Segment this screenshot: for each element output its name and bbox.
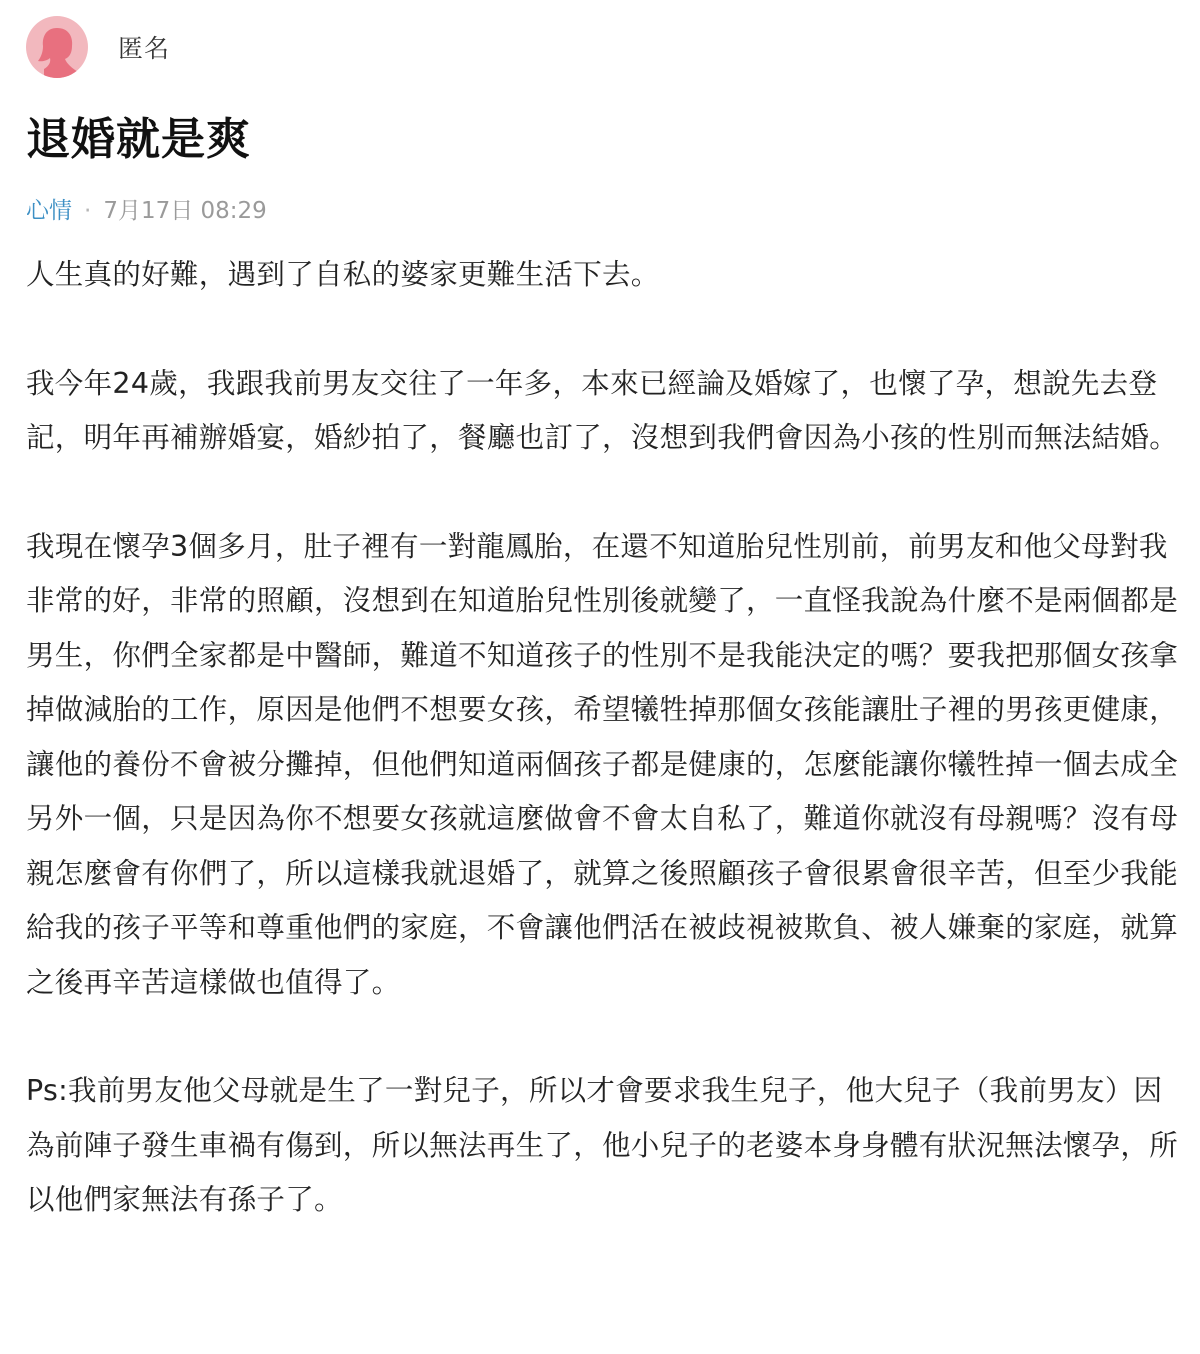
post-paragraph: 我現在懷孕3個多月，肚子裡有一對龍鳳胎，在還不知道胎兒性別前，前男友和他父母對我非常的好，非常的照顧，沒想到在知道胎兒性別後就變了，一直怪我說為什麼不是兩個都是男生，你們全家都是中醫師，難道不知道孩子的性別不是我能決定的嗎？要我把那個女孩拿掉做減胎的工作，原因是他們不想要女孩，希望犧牲掉那個女孩能讓肚子裡的男孩更健康，讓他的養份不會被分攤掉，但他們知道兩個孩子都是健康的，怎麼能讓你犧牲掉一個去成全另外一個，只是因為你不想要女孩就這麼做會不會太自私了，難道你就沒有母親嗎？沒有母親怎麼會有你們了，所以這樣我就退婚了，就算之後照顧孩子會很累會很辛苦，但至少我能給我的孩子平等和尊重他們的家庭，不會讓他們活在被歧視被欺負、被人嫌棄的家庭，就算之後再辛苦這樣做也值得了。 bbox=[26, 529, 1179, 999]
post-meta bbox=[26, 194, 267, 228]
post-timestamp: 7月17日 08:29 bbox=[103, 198, 267, 224]
post-paragraph: Ps:我前男友他父母就是生了一對兒子，所以才會要求我生兒子，他大兒子（我前男友）因為前陣子發生車禍有傷到，所以無法再生了，他小兒子的老婆本身身體有狀況無法懷孕，所以他們家無法有孫子了。 bbox=[26, 1074, 1179, 1216]
female-avatar-icon[interactable] bbox=[26, 16, 88, 78]
post-paragraph: 我今年24歲，我跟我前男友交往了一年多，本來已經論及婚嫁了，也懷了孕，想說先去登記，明年再補辦婚宴，婚紗拍了，餐廳也訂了，沒想到我們會因為小孩的性別而無法結婚。 bbox=[26, 366, 1179, 454]
author-row bbox=[26, 16, 170, 78]
meta-separator: · bbox=[84, 198, 92, 224]
post-paragraph: 人生真的好難，遇到了自私的婆家更難生活下去。 bbox=[26, 258, 660, 291]
category-link[interactable]: 心情 bbox=[26, 198, 72, 224]
author-name[interactable]: 匿名 bbox=[118, 34, 171, 63]
post-content bbox=[26, 248, 1182, 1282]
post-title: 退婚就是爽 bbox=[26, 114, 251, 165]
